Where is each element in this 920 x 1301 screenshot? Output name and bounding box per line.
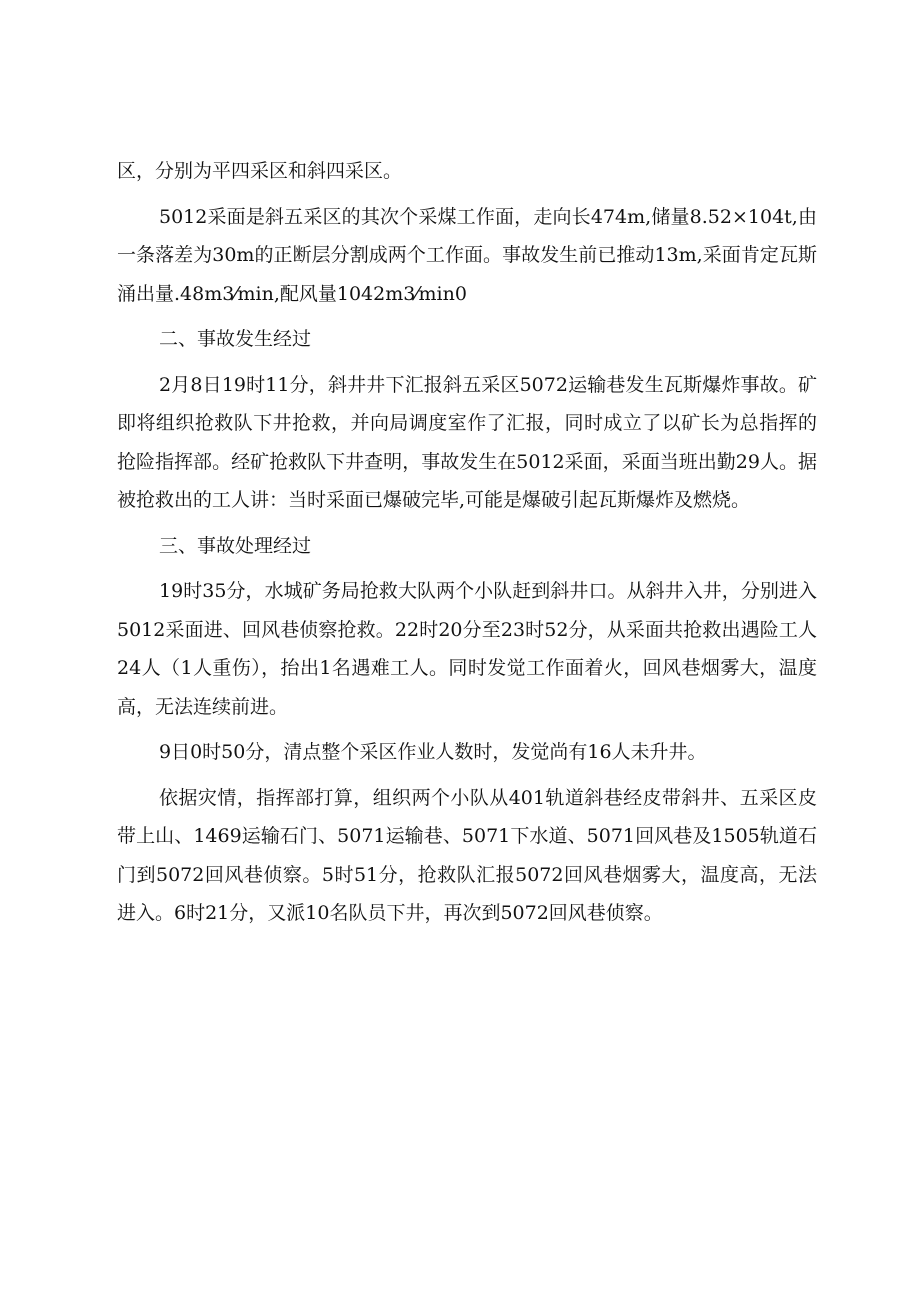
paragraph-rescue-arrival: 19时35分，水城矿务局抢救大队两个小队赶到斜井口。从斜井入井，分别进入5012采面进、回风巷侦察抢救。22时20分至23时52分，从采面共抢救出遇险工人24人（1人重伤），抬出1名遇难工人。同时发觉工作面着火，回风巷烟雾大，温度高，无法连续前进。 [117, 580, 817, 718]
paragraph-continuation: 区，分别为平四采区和斜四采区。 [117, 160, 403, 182]
paragraph-accident-report: 2月8日19时11分，斜井井下汇报斜五采区5072运输巷发生瓦斯爆炸事故。矿即将组织抢救队下井抢救，并向局调度室作了汇报，同时成立了以矿长为总指挥的抢险指挥部。经矿抢救队下井查明，事故发生在5012采面，采面当班出勤29人。据被抢救出的工人讲：当时采面已爆破完毕,可能是爆破引起瓦斯爆炸及燃烧。 [117, 373, 817, 511]
paragraph-coal-face-description: 5012采面是斜五采区的其次个采煤工作面，走向长474m,储量8.52×104t,由一条落差为30m的正断层分割成两个工作面。事故发生前已推动13m,采面肯定瓦斯涌出量.48m3⁄min,配风量1042m3⁄min0 [117, 205, 817, 305]
section-heading-accident-handling: 三、事故处理经过 [159, 534, 312, 557]
document-body [117, 152, 817, 940]
section-heading-accident-occurrence: 二、事故发生经过 [159, 328, 312, 350]
paragraph-headcount: 9日0时50分，清点整个采区作业人数时，发觉尚有16人未升井。 [159, 741, 707, 763]
paragraph-reconnaissance: 依据灾情，指挥部打算，组织两个小队从401轨道斜巷经皮带斜井、五采区皮带上山、1469运输石门、5071运输巷、5071下水道、5071回风巷及1505轨道石门到5072回风巷侦察。5时51分，抢救队汇报5072回风巷烟雾大，温度高，无法进入。6时21分，又派10名队员下井，再次到5072回风巷侦察。 [117, 786, 817, 924]
